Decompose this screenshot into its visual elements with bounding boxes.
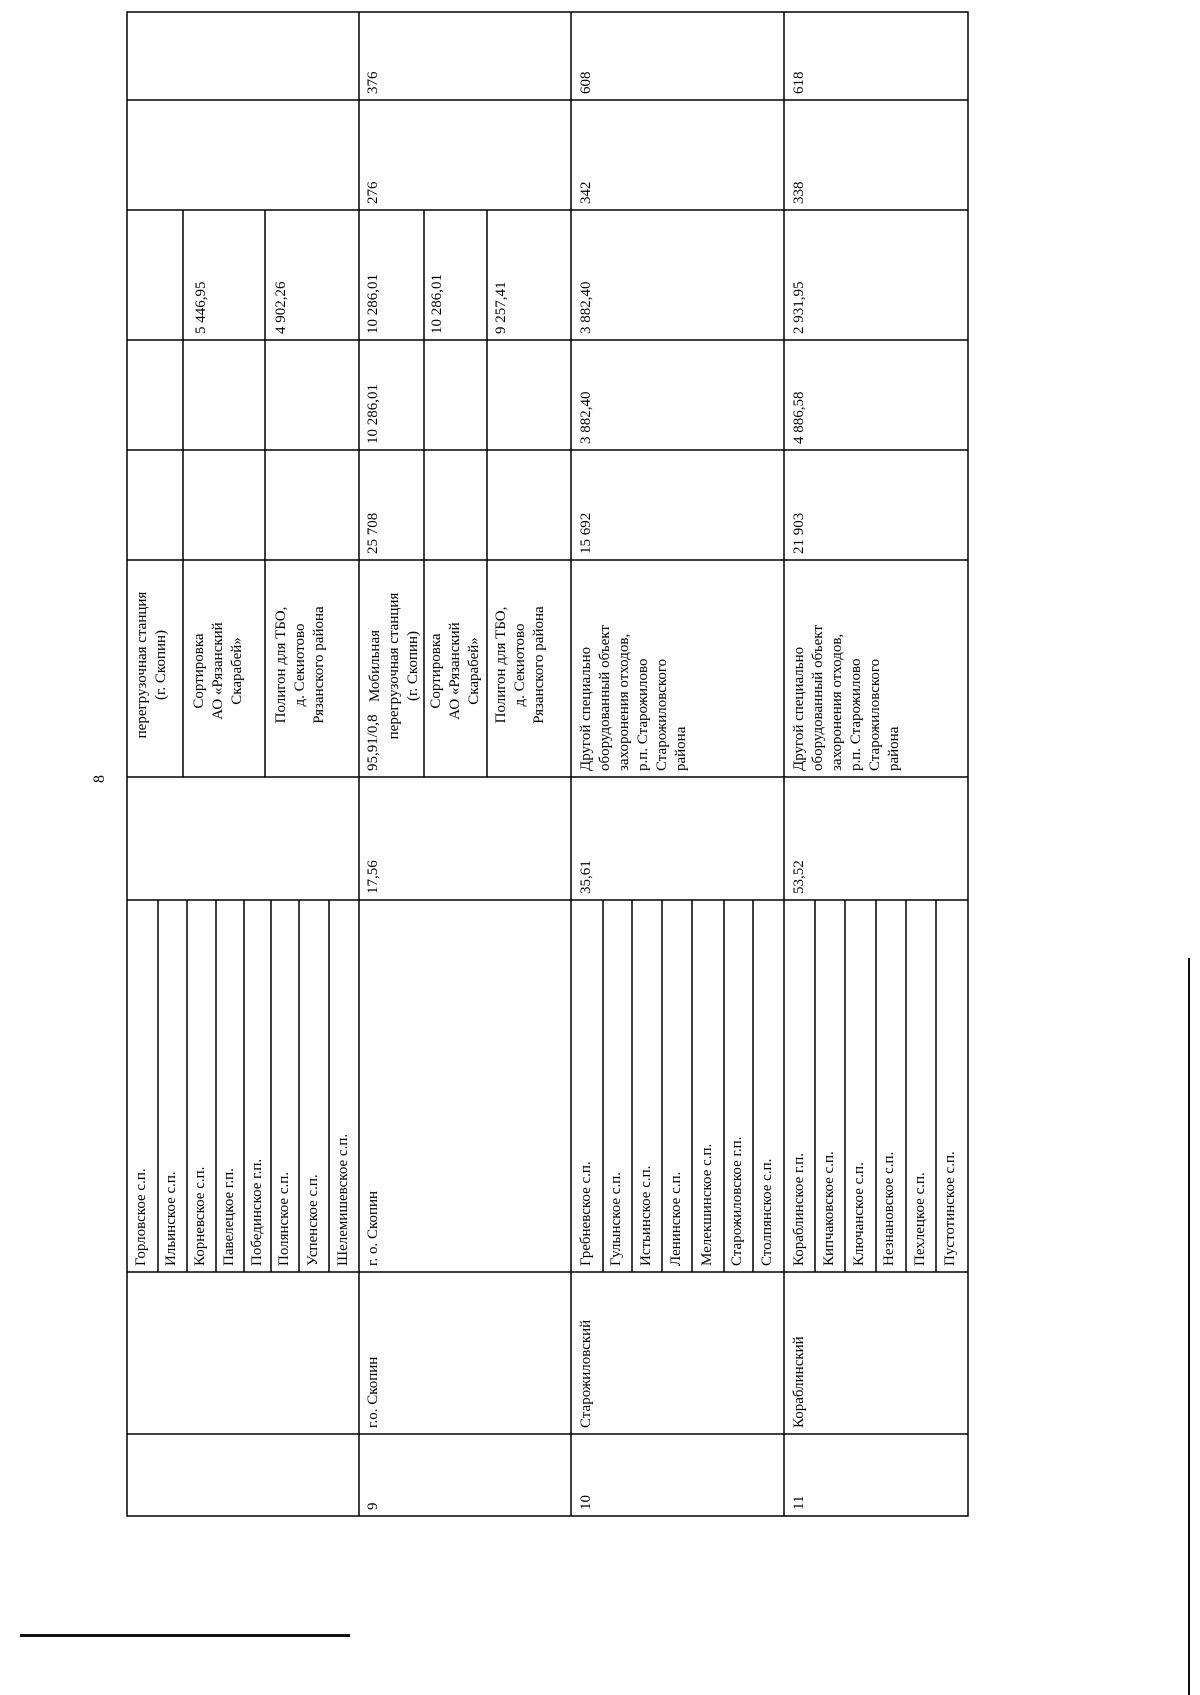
cost-value: 3 882,40 bbox=[578, 391, 594, 444]
facility-cost: 5 446,95 bbox=[193, 281, 209, 334]
cost-value: 4 886,58 bbox=[791, 391, 807, 444]
settlement-name: Старожиловское г.п. bbox=[729, 1136, 745, 1266]
value-col-2: 608 bbox=[578, 71, 594, 94]
settlement-name: Столпянское с.п. bbox=[759, 1158, 775, 1266]
facility-name: Сортировка АО «Рязанский Скарабей» bbox=[191, 622, 245, 720]
cost-value: 10 286,01 bbox=[365, 384, 381, 444]
settlement-name: Ильинское с.п. bbox=[163, 1171, 179, 1266]
settlement-name: Пустотинское с.п. bbox=[942, 1151, 958, 1266]
facility-cost: 2 931,95 bbox=[791, 281, 807, 334]
settlement-name: г. о. Скопин bbox=[365, 1190, 381, 1266]
settlement-name: Гулынское с.п. bbox=[608, 1172, 624, 1266]
facility-name: Сортировка АО «Рязанский Скарабей» bbox=[428, 622, 482, 720]
value-col-1: 338 bbox=[791, 181, 807, 204]
settlement-name: Полянское с.п. bbox=[276, 1171, 292, 1266]
settlement-name: Кипчаковское с.п. bbox=[821, 1151, 837, 1266]
scan-edge-line bbox=[1188, 958, 1190, 1695]
district-name: г.о. Скопин bbox=[365, 1356, 381, 1428]
row-number: 9 bbox=[365, 1502, 381, 1510]
settlement-name: Гребневское с.п. bbox=[578, 1161, 594, 1266]
facility-name: Другой специально оборудованный объект захоронения отходов, р.п. Старожилово Старожиловского района bbox=[791, 625, 902, 771]
facility-name: Другой специально оборудованный объект захоронения отходов, р.п. Старожилово Старожиловского района bbox=[578, 625, 689, 771]
volume-value: 15 692 bbox=[578, 512, 594, 554]
facility-cost: 3 882,40 bbox=[578, 281, 594, 334]
value-col-1: 276 bbox=[365, 181, 381, 204]
facility-cost: 4 902,26 bbox=[273, 281, 289, 334]
facility-cost: 9 257,41 bbox=[493, 281, 509, 334]
district-name: Кораблинский bbox=[791, 1336, 807, 1428]
page-number: 8 bbox=[91, 775, 108, 783]
facility-cost: 10 286,01 bbox=[429, 274, 445, 334]
facility-name: Полигон для ТБО, д. Секиотово Рязанского района bbox=[273, 606, 327, 724]
facility-name: Полигон для ТБО, д. Секиотово Рязанского района bbox=[493, 606, 547, 724]
row-number: 11 bbox=[791, 1495, 807, 1510]
scan-edge-line bbox=[20, 1634, 350, 1637]
settlement-name: Ленинское с.п. bbox=[668, 1171, 684, 1266]
area-value: 17,56 bbox=[365, 860, 381, 894]
settlement-name: Побединское г.п. bbox=[249, 1158, 265, 1266]
volume-value: 21 903 bbox=[791, 512, 807, 554]
facility-name: перегрузочная станция (г. Скопин) bbox=[134, 591, 169, 739]
settlement-name: Кораблинское г.п. bbox=[791, 1153, 807, 1266]
facility-cost: 10 286,01 bbox=[365, 274, 381, 334]
settlement-name: Шелемишевское с.п. bbox=[335, 1133, 351, 1266]
district-name: Старожиловский bbox=[578, 1319, 594, 1428]
settlement-name: Корневское с.п. bbox=[192, 1166, 208, 1266]
settlement-name: Ключанское с.п. bbox=[851, 1162, 867, 1266]
value-col-2: 618 bbox=[791, 71, 807, 94]
row-number: 10 bbox=[578, 1495, 594, 1510]
value-col-2: 376 bbox=[365, 71, 381, 94]
area-value: 53,52 bbox=[791, 860, 807, 894]
settlement-name: Павелецкое г.п. bbox=[221, 1168, 237, 1266]
settlement-name: Пехлецкое с.п. bbox=[912, 1172, 928, 1266]
settlement-name: Успенское с.п. bbox=[305, 1174, 321, 1266]
settlement-name: Горловское с.п. bbox=[133, 1168, 149, 1266]
value-col-1: 342 bbox=[578, 181, 594, 204]
facility-name: Мобильная перегрузочная станция (г. Скопин) bbox=[367, 592, 421, 740]
settlement-name: Мелекшинское с.п. bbox=[699, 1143, 715, 1266]
area-value: 35,61 bbox=[578, 860, 594, 894]
settlement-name: Незнановское с.п. bbox=[881, 1151, 897, 1266]
volume-value: 25 708 bbox=[365, 512, 381, 554]
settlement-name: Истьинское с.п. bbox=[638, 1165, 654, 1266]
ratio-value: 95,91/0,8 bbox=[365, 714, 381, 771]
